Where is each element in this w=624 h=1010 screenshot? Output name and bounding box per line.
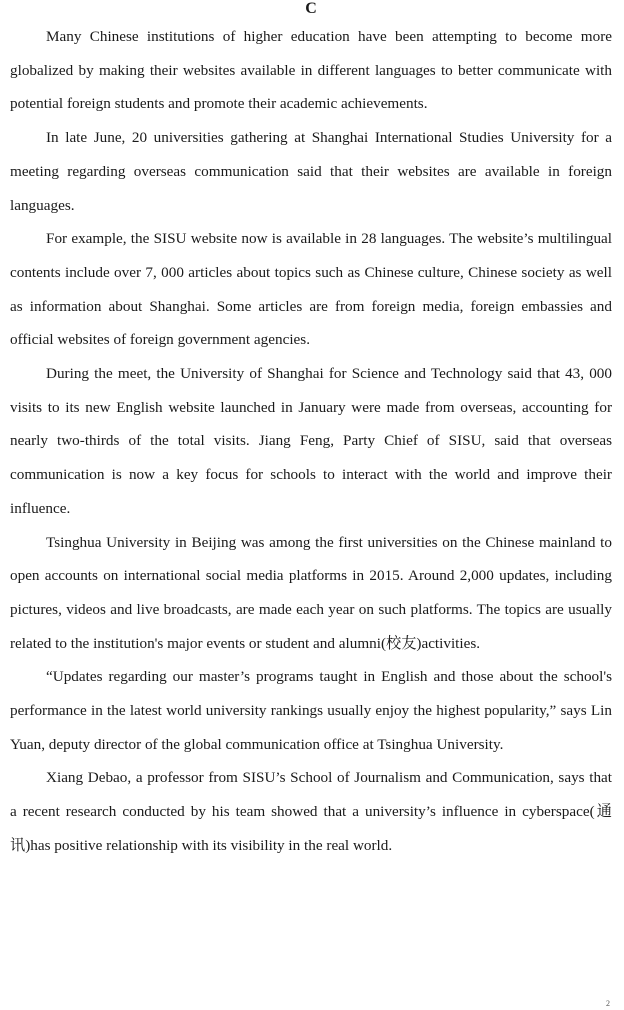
paragraph-4: During the meet, the University of Shanghai for Science and Technology said that 43, 000 visits to its new English website launched in January were made from overseas, accounting for nearly two-thirds of the total visits. Jiang Feng, Party Chief of SISU, said that overseas communication is now a key focus for schools to interact with the world and improve their influence. bbox=[10, 365, 612, 517]
page-number: 2 bbox=[606, 999, 610, 1008]
paragraph-5: Tsinghua University in Beijing was among the first universities on the Chinese mainland to open accounts on international social media platforms in 2015. Around 2,000 updates, including pictures, videos and live broadcasts, are made each year on such platforms. The topics are usually related to the institution's major events or student and alumni(校友)activities. bbox=[10, 533, 612, 652]
paragraph-2: In late June, 20 universities gathering at Shanghai International Studies University for a meeting regarding overseas communication said that their websites are available in foreign languages. bbox=[10, 129, 612, 214]
section-heading: C bbox=[305, 0, 317, 17]
document-page bbox=[10, 0, 612, 863]
paragraph-6: “Updates regarding our master’s programs taught in English and those about the school's performance in the latest world university rankings usually enjoy the highest popularity,” says Lin Yuan, deputy director of the global communication office at Tsinghua University. bbox=[10, 668, 612, 753]
paragraph-1: Many Chinese institutions of higher education have been attempting to become more globalized by making their websites available in different languages to better communicate with potential foreign students and promote their academic achievements. bbox=[10, 28, 612, 113]
paragraph-3: For example, the SISU website now is available in 28 languages. The website’s multilingual contents include over 7, 000 articles about topics such as Chinese culture, Chinese society as well as information about Shanghai. Some articles are from foreign media, foreign embassies and official websites of foreign government agencies. bbox=[10, 230, 612, 349]
paragraph-7: Xiang Debao, a professor from SISU’s School of Journalism and Communication, says that a recent research conducted by his team showed that a university’s influence in cyberspace(通讯)has positive relationship with its visibility in the real world. bbox=[10, 769, 612, 854]
